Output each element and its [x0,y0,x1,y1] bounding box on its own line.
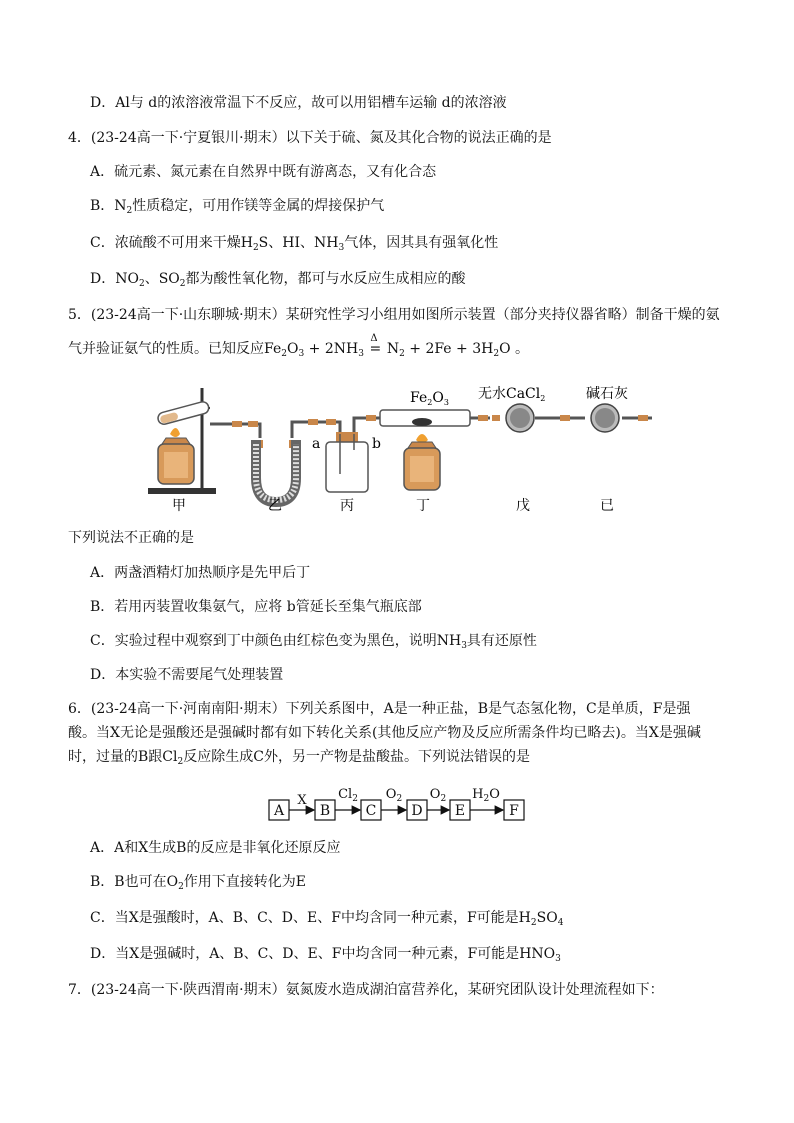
flow-reagent-1: X [297,793,307,808]
q6-stem-line3: 时，过量的B跟$Cl_2$反应除生成C外，另一产物是盐酸盐。下列说法错误的是 [68,749,530,767]
apparatus-ji [586,386,628,432]
q6-stem-line1: 6．(23-24高一下·河南南阳·期末）下列关系图中，A是一种正盐，B是气态氢化物，C是单质，F是强 [68,701,691,717]
label-fe2o3: $Fe_2O_3$ [410,390,449,407]
label-a: a [312,436,321,452]
label-yi: 乙 [268,498,282,514]
q5-stem-line2: 气并验证氨气的性质。已知反应$Fe_2O_3 + 2NH_3$ Δ = $N_2 + 2Fe + 3H_2O$ 。 [68,333,530,359]
q6-stem-line2: 酸。当X无论是强酸还是强碱时都有如下转化关系(其他反应产物及反应所需条件均已略去)。当X是强碱 [68,725,701,741]
label-ji: 已 [600,498,614,514]
q5-option-c: C．实验过程中观察到丁中颜色由红棕色变为黑色，说明$NH_3$具有还原性 [90,633,537,651]
flow-label-c: C [365,803,377,819]
flow-reagent-3: $O_2$ [385,787,403,804]
flow-reagent-2: $Cl_2$ [338,787,358,804]
label-cacl2: 无水CaCl$_2$ [478,386,546,403]
reaction-arrow-with-heat: Δ = [369,333,382,357]
flow-reagent-4: $O_2$ [429,787,447,804]
apparatus-jia [148,388,216,494]
label-jia: 甲 [172,498,186,514]
label-ding: 丁 [416,498,430,514]
apparatus-wu [478,385,545,432]
flow-label-d: D [411,803,423,819]
q3-option-d: D．Al与 d的浓溶液常温下不反应，故可以用铝槽车运输 d的浓溶液 [90,95,507,111]
q7-stem: 7．(23-24高一下·陕西渭南·期末）氨氮废水造成湖泊富营养化，某研究团队设计处理流程如下： [68,982,664,998]
apparatus-bing [312,432,381,492]
flow-reagent-5: $H_2O$ [472,787,500,804]
q6-option-a: A．A和X生成B的反应是非氧化还原反应 [90,840,341,856]
q4-stem: 4．(23-24高一下·宁夏银川·期末）以下关于硫、氮及其化合物的说法正确的是 [68,130,552,146]
apparatus-ding [380,390,470,490]
flow-label-b: B [319,803,331,819]
flow-label-a: A [273,803,285,819]
label-wu: 戊 [516,498,530,514]
q5-sub-stem: 下列说法不正确的是 [68,530,194,546]
apparatus-yi [256,440,296,502]
q5-option-a: A．两盏酒精灯加热顺序是先甲后丁 [90,565,311,581]
q5-stem-line1: 5．(23-24高一下·山东聊城·期末）某研究性学习小组用如图所示装置（部分夹持仪器省略）制备干燥的氨 [68,307,720,323]
q5-option-b: B．若用丙装置收集氨气，应将 b管延长至集气瓶底部 [90,599,422,615]
label-b: b [372,436,381,452]
q4-option-c: C．浓硫酸不可用来干燥$H_2S$、HI、$NH_3$气体，因其具有强氧化性 [90,235,499,253]
q6-option-b: B．B也可在$O_2$作用下直接转化为E [90,874,307,892]
flow-label-f: F [509,803,519,819]
q4-option-d: D．$NO_2$、$SO_2$都为酸性氧化物，都可与水反应生成相应的酸 [90,271,466,289]
q6-option-c: C．当X是强酸时，A、B、C、D、E、F中均含同一种元素，F可能是$H_2SO_4$ [90,910,564,928]
flow-label-e: E [454,803,466,819]
label-lime: 碱石灰 [586,386,628,402]
q6-option-d: D．当X是强碱时，A、B、C、D、E、F中均含同一种元素，F可能是$HNO_3$ [90,946,561,964]
conversion-flow-diagram [268,784,530,824]
apparatus-diagram [140,378,660,518]
q4-option-b: B．$N_2$性质稳定，可用作镁等金属的焊接保护气 [90,198,385,216]
label-bing: 丙 [340,498,354,514]
q5-option-d: D．本实验不需要尾气处理装置 [90,667,284,683]
q4-option-a: A．硫元素、氮元素在自然界中既有游离态，又有化合态 [90,164,437,180]
